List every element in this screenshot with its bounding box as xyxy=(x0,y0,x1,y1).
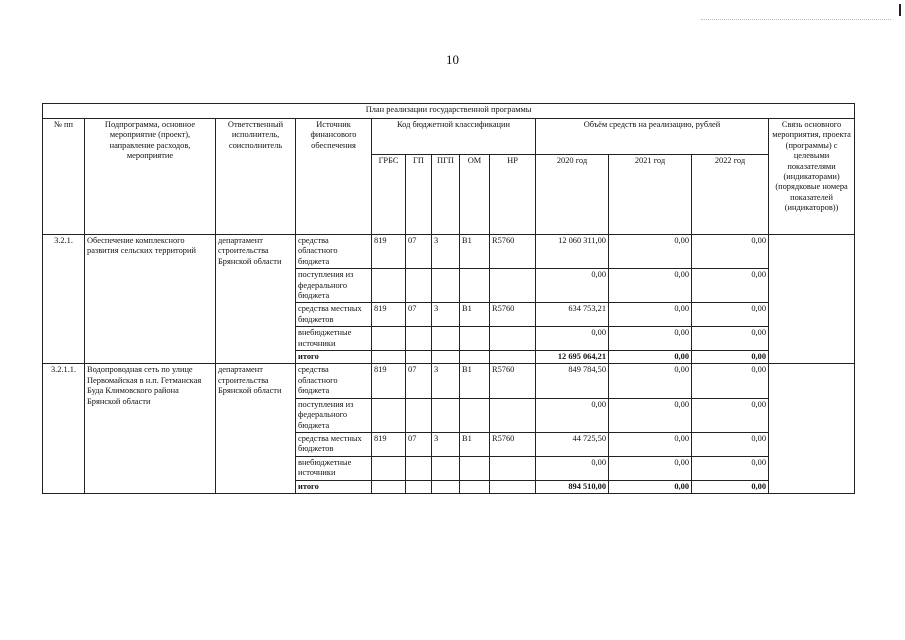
grbs-code: 819 xyxy=(372,303,406,327)
funding-source: внебюджетные источники xyxy=(296,327,372,351)
table-row xyxy=(43,364,855,398)
om-code: В1 xyxy=(460,432,490,456)
amount-2022: 0,00 xyxy=(692,327,769,351)
gp-code xyxy=(406,269,432,303)
funding-source: средства местных бюджетов xyxy=(296,303,372,327)
scan-dotted-line xyxy=(701,19,891,20)
om-code: В1 xyxy=(460,364,490,398)
om-code: В1 xyxy=(460,303,490,327)
table-row xyxy=(43,235,855,269)
amount-2022: 0,00 xyxy=(692,364,769,398)
total-2020: 894 510,00 xyxy=(536,480,609,493)
amount-2020: 634 753,21 xyxy=(536,303,609,327)
grbs-code: 819 xyxy=(372,364,406,398)
amount-2020: 12 060 311,00 xyxy=(536,235,609,269)
pgp-code: 3 xyxy=(432,364,460,398)
funding-source: внебюджетные источники xyxy=(296,456,372,480)
table-title-row xyxy=(43,104,855,119)
amount-2022: 0,00 xyxy=(692,235,769,269)
gp-code: 07 xyxy=(406,303,432,327)
header-budget-code: Код бюджетной классификации xyxy=(372,119,536,155)
indicator-link xyxy=(769,235,855,364)
pgp-code: 3 xyxy=(432,432,460,456)
total-2020: 12 695 064,21 xyxy=(536,351,609,364)
header-no: № пп xyxy=(43,119,85,235)
header-grbs: ГРБС xyxy=(372,155,406,235)
header-om: ОМ xyxy=(460,155,490,235)
om-code: В1 xyxy=(460,235,490,269)
amount-2022: 0,00 xyxy=(692,303,769,327)
header-np: НР xyxy=(490,155,536,235)
gp-code xyxy=(406,456,432,480)
program-name: Водопроводная сеть по улице Первомайская в н.п. Гетманская Буда Климовского района Брянской области xyxy=(85,364,216,493)
amount-2020: 0,00 xyxy=(536,456,609,480)
pgp-code xyxy=(432,456,460,480)
pgp-code: 3 xyxy=(432,235,460,269)
amount-2022: 0,00 xyxy=(692,456,769,480)
gp-code xyxy=(406,327,432,351)
gp-code: 07 xyxy=(406,432,432,456)
amount-2020: 0,00 xyxy=(536,398,609,432)
amount-2022: 0,00 xyxy=(692,269,769,303)
np-code xyxy=(490,351,536,364)
total-2021: 0,00 xyxy=(609,480,692,493)
total-2022: 0,00 xyxy=(692,480,769,493)
om-code xyxy=(460,480,490,493)
amount-2021: 0,00 xyxy=(609,456,692,480)
np-code xyxy=(490,480,536,493)
header-source: Источник финансового обеспечения xyxy=(296,119,372,235)
scan-corner-mark xyxy=(899,4,901,16)
gp-code xyxy=(406,398,432,432)
grbs-code xyxy=(372,269,406,303)
om-code xyxy=(460,327,490,351)
amount-2020: 849 784,50 xyxy=(536,364,609,398)
header-responsible: Ответственный исполнитель, соисполнитель xyxy=(216,119,296,235)
gp-code xyxy=(406,351,432,364)
amount-2021: 0,00 xyxy=(609,398,692,432)
np-code xyxy=(490,327,536,351)
amount-2020: 0,00 xyxy=(536,269,609,303)
total-2021: 0,00 xyxy=(609,351,692,364)
total-label: итого xyxy=(296,351,372,364)
amount-2021: 0,00 xyxy=(609,364,692,398)
amount-2022: 0,00 xyxy=(692,398,769,432)
header-2021: 2021 год xyxy=(609,155,692,235)
pgp-code xyxy=(432,480,460,493)
row-number: 3.2.1.1. xyxy=(43,364,85,493)
amount-2022: 0,00 xyxy=(692,432,769,456)
table-title: План реализации государственной программы xyxy=(43,104,855,119)
funding-source: средства областного бюджета xyxy=(296,364,372,398)
header-pgp: ПГП xyxy=(432,155,460,235)
header-program: Подпрограмма, основное мероприятие (проект), направление расходов, мероприятие xyxy=(85,119,216,235)
amount-2021: 0,00 xyxy=(609,327,692,351)
funding-source: поступления из федерального бюджета xyxy=(296,269,372,303)
np-code xyxy=(490,398,536,432)
np-code: R5760 xyxy=(490,432,536,456)
program-plan-table xyxy=(42,103,855,494)
om-code xyxy=(460,351,490,364)
om-code xyxy=(460,269,490,303)
header-volume: Объём средств на реализацию, рублей xyxy=(536,119,769,155)
pgp-code: 3 xyxy=(432,303,460,327)
amount-2020: 44 725,50 xyxy=(536,432,609,456)
gp-code: 07 xyxy=(406,364,432,398)
grbs-code xyxy=(372,327,406,351)
grbs-code: 819 xyxy=(372,432,406,456)
responsible-executor: департамент строительства Брянской области xyxy=(216,364,296,493)
responsible-executor: департамент строительства Брянской области xyxy=(216,235,296,364)
om-code xyxy=(460,398,490,432)
row-number: 3.2.1. xyxy=(43,235,85,364)
np-code: R5760 xyxy=(490,235,536,269)
funding-source: средства местных бюджетов xyxy=(296,432,372,456)
total-label: итого xyxy=(296,480,372,493)
amount-2021: 0,00 xyxy=(609,432,692,456)
header-2022: 2022 год xyxy=(692,155,769,235)
grbs-code xyxy=(372,456,406,480)
header-gp: ГП xyxy=(406,155,432,235)
amount-2021: 0,00 xyxy=(609,269,692,303)
np-code: R5760 xyxy=(490,303,536,327)
header-row-1 xyxy=(43,119,855,155)
funding-source: средства областного бюджета xyxy=(296,235,372,269)
indicator-link xyxy=(769,364,855,493)
header-link: Связь основного мероприятия, проекта (программы) с целевыми показателями (индикаторами) (порядковые номера показателей (индикаторов)) xyxy=(769,119,855,235)
amount-2021: 0,00 xyxy=(609,235,692,269)
total-2022: 0,00 xyxy=(692,351,769,364)
amount-2020: 0,00 xyxy=(536,327,609,351)
header-2020: 2020 год xyxy=(536,155,609,235)
grbs-code xyxy=(372,398,406,432)
om-code xyxy=(460,456,490,480)
grbs-code xyxy=(372,480,406,493)
np-code: R5760 xyxy=(490,364,536,398)
pgp-code xyxy=(432,351,460,364)
np-code xyxy=(490,269,536,303)
gp-code xyxy=(406,480,432,493)
program-name: Обеспечение комплексного развития сельских территорий xyxy=(85,235,216,364)
pgp-code xyxy=(432,327,460,351)
amount-2021: 0,00 xyxy=(609,303,692,327)
grbs-code: 819 xyxy=(372,235,406,269)
pgp-code xyxy=(432,398,460,432)
funding-source: поступления из федерального бюджета xyxy=(296,398,372,432)
pgp-code xyxy=(432,269,460,303)
page-number: 10 xyxy=(446,52,459,67)
gp-code: 07 xyxy=(406,235,432,269)
grbs-code xyxy=(372,351,406,364)
np-code xyxy=(490,456,536,480)
